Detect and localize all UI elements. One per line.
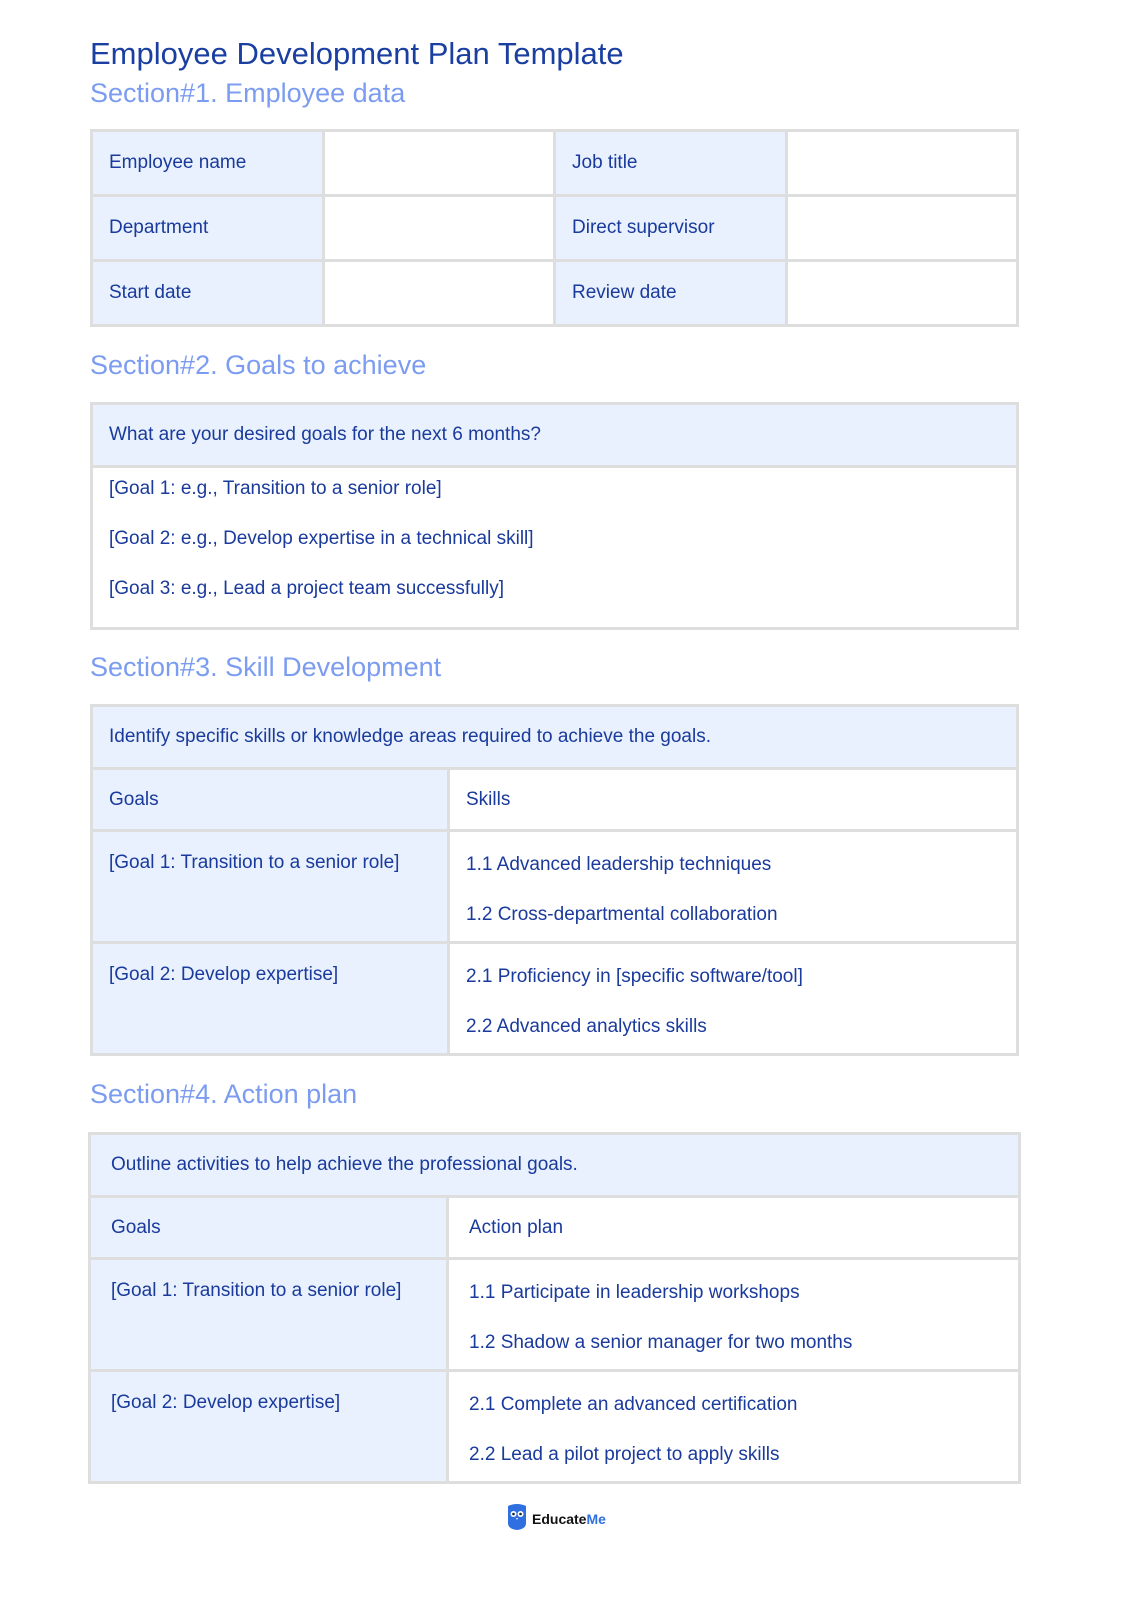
- goal-cell[interactable]: [Goal 1: Transition to a senior role]: [90, 1259, 448, 1371]
- skill-item[interactable]: 1.1 Advanced leadership techniques: [466, 854, 772, 875]
- goal-cell[interactable]: [Goal 1: Transition to a senior role]: [92, 831, 449, 943]
- brand-name-suffix: Me: [586, 1510, 606, 1527]
- page-title: Employee Development Plan Template: [90, 36, 624, 71]
- field-department[interactable]: [323, 196, 555, 261]
- field-start-date[interactable]: [323, 261, 555, 326]
- action-item[interactable]: 2.2 Lead a pilot project to apply skills: [469, 1444, 780, 1465]
- action-item[interactable]: 2.1 Complete an advanced certification: [469, 1394, 798, 1415]
- field-employee-name[interactable]: [323, 131, 555, 196]
- skill-item[interactable]: 2.2 Advanced analytics skills: [466, 1016, 707, 1037]
- table-row: [90, 1371, 1020, 1483]
- goal-cell[interactable]: [Goal 2: Develop expertise]: [90, 1371, 448, 1483]
- goals-table: [90, 402, 1019, 630]
- action-prompt: Outline activities to help achieve the professional goals.: [90, 1134, 1020, 1197]
- goal-item[interactable]: [Goal 3: e.g., Lead a project team successfully]: [109, 577, 504, 599]
- skill-item[interactable]: 2.1 Proficiency in [specific software/tool]: [466, 966, 803, 987]
- section3-heading: Section#3. Skill Development: [90, 652, 442, 682]
- field-review-date[interactable]: [786, 261, 1018, 326]
- goal-item[interactable]: [Goal 1: e.g., Transition to a senior role]: [109, 477, 442, 499]
- employee-data-table: [90, 129, 1019, 327]
- col-header-skills: Skills: [449, 769, 1018, 831]
- owl-icon: [507, 1503, 527, 1534]
- educateme-logo: [507, 1503, 606, 1534]
- action-item[interactable]: 1.1 Participate in leadership workshops: [469, 1282, 800, 1303]
- col-header-goals: Goals: [92, 769, 449, 831]
- section2-heading: Section#2. Goals to achieve: [90, 350, 427, 380]
- section4-heading: Section#4. Action plan: [90, 1079, 358, 1109]
- section1-heading: Section#1. Employee data: [90, 78, 406, 108]
- label-direct-supervisor: Direct supervisor: [555, 196, 787, 261]
- skill-item[interactable]: 1.2 Cross-departmental collaboration: [466, 904, 778, 925]
- label-department: Department: [92, 196, 324, 261]
- table-row: [92, 831, 1018, 943]
- label-job-title: Job title: [555, 131, 787, 196]
- goal-cell[interactable]: [Goal 2: Develop expertise]: [92, 943, 449, 1055]
- action-plan-table: [88, 1132, 1021, 1484]
- goals-prompt: What are your desired goals for the next 6 months?: [92, 404, 1018, 467]
- skills-table: [90, 704, 1019, 1056]
- brand-name: Educate: [532, 1510, 587, 1527]
- action-item[interactable]: 1.2 Shadow a senior manager for two months: [469, 1332, 853, 1353]
- goal-item[interactable]: [Goal 2: e.g., Develop expertise in a technical skill]: [109, 527, 534, 549]
- col-header-action-plan: Action plan: [448, 1197, 1020, 1259]
- table-row: [92, 943, 1018, 1055]
- skills-prompt: Identify specific skills or knowledge areas required to achieve the goals.: [92, 706, 1018, 769]
- col-header-goals: Goals: [90, 1197, 448, 1259]
- label-employee-name: Employee name: [92, 131, 324, 196]
- field-job-title[interactable]: [786, 131, 1018, 196]
- label-start-date: Start date: [92, 261, 324, 326]
- field-direct-supervisor[interactable]: [786, 196, 1018, 261]
- label-review-date: Review date: [555, 261, 787, 326]
- table-row: [90, 1259, 1020, 1371]
